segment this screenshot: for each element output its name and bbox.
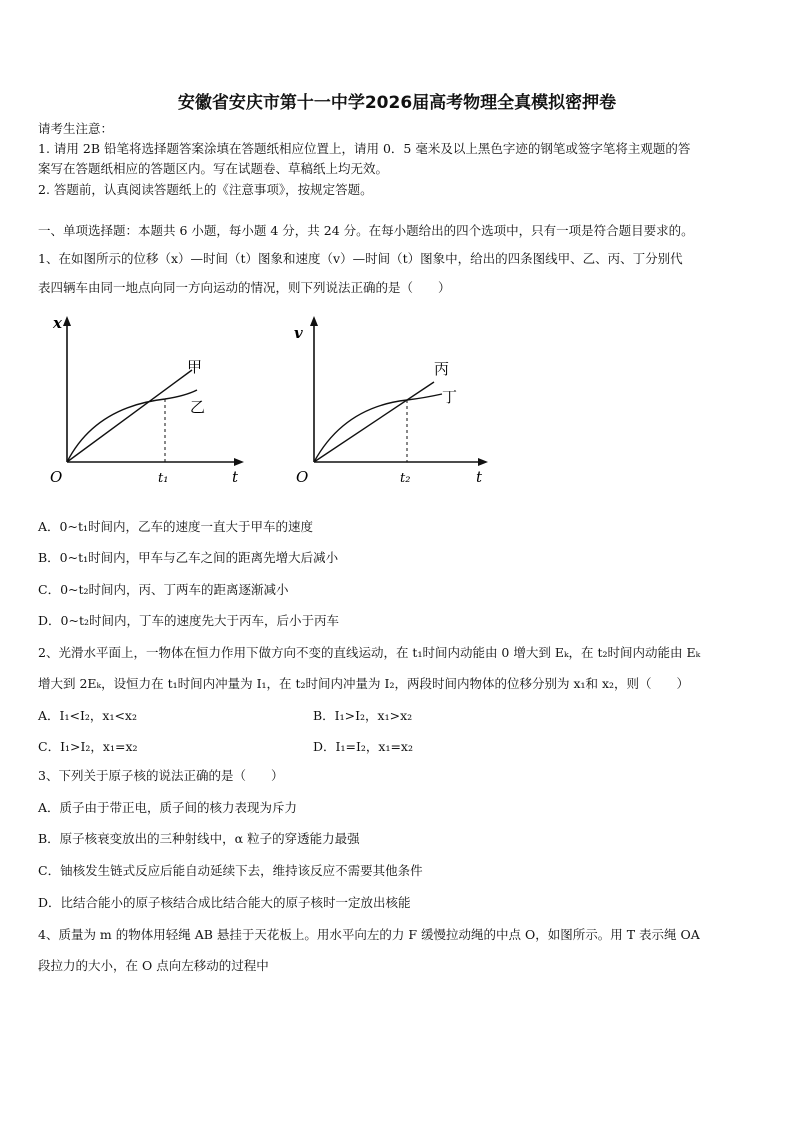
curve-yi — [67, 390, 197, 462]
question-1-stem: 1、在如图所示的位移（x）—时间（t）图象和速度（v）—时间（t）图象中，给出的四条图线甲、乙、丙、丁分别代 — [38, 251, 683, 266]
notice-item-2: 2. 答题前，认真阅读答题纸上的《注意事项》，按规定答题。 — [38, 182, 373, 197]
question-3-stem: 3、下列关于原子核的说法正确的是（ ） — [38, 768, 284, 783]
q3-option-c: C．铀核发生链式反应后能自动延续下去，维持该反应不需要其他条件 — [38, 863, 423, 878]
q1-option-a: A．0~t₁时间内，乙车的速度一直大于甲车的速度 — [38, 519, 313, 534]
x-axis-label: t — [476, 468, 483, 486]
origin-label: O — [50, 468, 63, 486]
question-2-stem: 2、光滑水平面上，一物体在恒力作用下做方向不变的直线运动，在 t₁时间内动能由 0 增大到 Eₖ，在 t₂时间内动能由 Eₖ — [38, 645, 701, 660]
q2-option-a: A．I₁<I₂，x₁<x₂ — [38, 708, 137, 723]
q3-option-a: A．质子由于带正电，质子间的核力表现为斥力 — [38, 800, 298, 815]
yi-label: 乙 — [190, 398, 206, 416]
notice-heading: 请考生注意： — [38, 121, 114, 136]
t1-label: t₁ — [158, 471, 169, 486]
question-1-stem-cont: 表四辆车由同一地点向同一方向运动的情况，则下列说法正确的是（ ） — [38, 280, 451, 295]
page-title: 安徽省安庆市第十一中学2026届高考物理全真模拟密押卷 — [177, 93, 617, 113]
notice-item-1: 1. 请用 2B 铅笔将选择题答案涂填在答题纸相应位置上，请用 0．5 毫米及以上黑色字迹的钢笔或签字笔将主观题的答 — [38, 141, 691, 156]
q3-option-b: B．原子核衰变放出的三种射线中，α 粒子的穿透能力最强 — [38, 831, 360, 846]
notice-item-1-cont: 案写在答题纸相应的答题区内。写在试题卷、草稿纸上均无效。 — [38, 161, 389, 176]
q2-option-b: B．I₁>I₂，x₁>x₂ — [313, 708, 413, 723]
line-jia — [67, 370, 192, 462]
q2-option-c: C．I₁>I₂，x₁=x₂ — [38, 739, 138, 754]
bing-label: 丙 — [434, 360, 450, 378]
line-ding — [314, 382, 434, 462]
q1-option-b: B．0~t₁时间内，甲车与乙车之间的距离先增大后减小 — [38, 550, 339, 565]
question-4-stem: 4、质量为 m 的物体用轻绳 AB 悬挂于天花板上。用水平向左的力 F 缓慢拉动绳的中点 O，如图所示。用 T 表示绳 OA — [38, 927, 700, 942]
t2-label: t₂ — [400, 471, 411, 486]
question-4-stem-cont: 段拉力的大小，在 O 点向左移动的过程中 — [38, 958, 269, 973]
xt-graph — [40, 312, 250, 492]
ding-label: 丁 — [442, 388, 458, 406]
curve-bing — [314, 394, 442, 462]
y-axis-label: x — [53, 314, 62, 332]
q2-option-d: D．I₁=I₂，x₁=x₂ — [313, 739, 413, 754]
origin-label: O — [296, 468, 309, 486]
x-axis-label: t — [232, 468, 239, 486]
y-axis-label: v — [294, 324, 303, 342]
question-2-stem-cont: 增大到 2Eₖ，设恒力在 t₁时间内冲量为 I₁，在 t₂时间内冲量为 I₂，两段时间内物体的位移分别为 x₁和 x₂，则（ ） — [38, 676, 690, 691]
q3-option-d: D．比结合能小的原子核结合成比结合能大的原子核时一定放出核能 — [38, 895, 411, 910]
vt-graph — [284, 312, 494, 492]
jia-label: 甲 — [187, 358, 203, 376]
q1-option-d: D．0~t₂时间内，丁车的速度先大于丙车，后小于丙车 — [38, 613, 339, 628]
q1-option-c: C．0~t₂时间内，丙、丁两车的距离逐渐减小 — [38, 582, 289, 597]
section-heading: 一、单项选择题：本题共 6 小题，每小题 4 分，共 24 分。在每小题给出的四个选项中，只有一项是符合题目要求的。 — [38, 223, 694, 238]
